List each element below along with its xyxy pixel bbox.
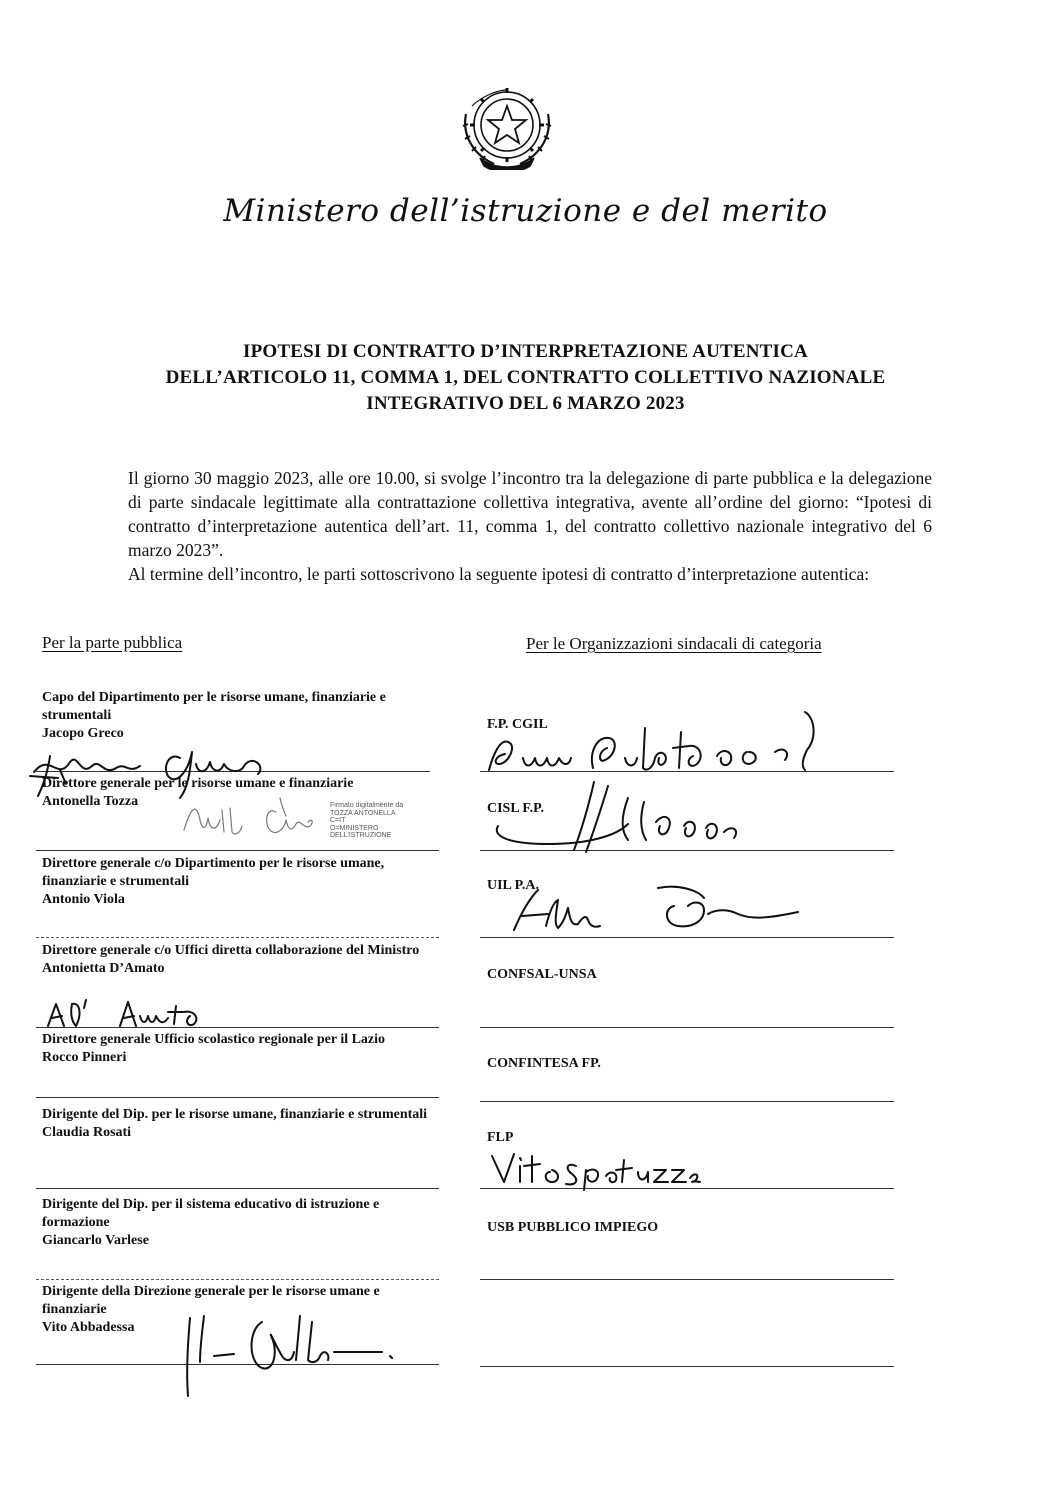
handwritten-signature xyxy=(488,778,748,858)
stamp-line: C=IT xyxy=(330,817,346,824)
signatory-block xyxy=(42,855,442,909)
signatory-role: Direttore generale per le risorse umane e finanziarie xyxy=(42,776,354,791)
handwritten-signature xyxy=(508,880,808,935)
signature-line xyxy=(480,1279,894,1280)
signatory-name: Antonio Viola xyxy=(42,892,125,907)
signatory-role: Dirigente della Direzione generale per le risorse umane e finanziarie xyxy=(42,1284,380,1317)
italian-republic-emblem-icon xyxy=(458,84,556,170)
signatory-role: Dirigente del Dip. per le risorse umane, finanziarie e strumentali xyxy=(42,1107,428,1122)
signature-line xyxy=(480,1027,894,1028)
union-label: CISL F.P. xyxy=(487,801,544,816)
signatory-name: Jacopo Greco xyxy=(42,726,124,741)
handwritten-signature xyxy=(178,1312,408,1400)
handwritten-signature xyxy=(485,708,830,780)
signatory-role: Capo del Dipartimento per le risorse umane, finanziarie e strumentali xyxy=(42,690,386,723)
union-label: F.P. CGIL xyxy=(487,717,548,732)
signature-line xyxy=(36,1279,439,1280)
signatory-block xyxy=(42,1031,442,1067)
signature-line xyxy=(36,937,439,938)
signatory-block xyxy=(42,1196,442,1250)
signatory-role: Dirigente del Dip. per il sistema educativo di istruzione e formazione xyxy=(42,1197,380,1230)
union-label: USB PUBBLICO IMPIEGO xyxy=(487,1220,659,1235)
signatory-name: Rocco Pinneri xyxy=(42,1050,127,1065)
union-label: CONFSAL-UNSA xyxy=(487,967,597,982)
intro-paragraph: Il giorno 30 maggio 2023, alle ore 10.00, si svolge l’incontro tra la delegazione di parte pubblica e la delegazione di parte sindacale legittimate alla contrattazione collettiva integrativa, avente all’ordine del giorno: “Ipotesi di contratto d’interpretazione autentica dell’art. 11, comma 1, del contratto collettivo nazionale integrativo del 6 marzo 2023”. xyxy=(128,468,932,560)
signatory-role: Direttore generale Ufficio scolastico regionale per il Lazio xyxy=(42,1032,386,1047)
document-title-line-3: INTEGRATIVO DEL 6 MARZO 2023 xyxy=(366,393,685,414)
signature-line xyxy=(36,1188,439,1189)
signature-line xyxy=(480,1101,894,1102)
signatory-name: Giancarlo Varlese xyxy=(42,1233,149,1248)
stamp-line: Firmato digitalmente da xyxy=(330,802,404,809)
handwritten-signature xyxy=(44,994,214,1032)
signatory-block xyxy=(42,942,442,978)
handwritten-signature xyxy=(488,1150,703,1190)
signatory-name: Antonietta D’Amato xyxy=(42,961,165,976)
digital-signature-stamp xyxy=(330,802,420,840)
document-title-line-1: IPOTESI DI CONTRATTO D’INTERPRETAZIONE AUTENTICA xyxy=(243,341,808,362)
signatory-name: Antonella Tozza xyxy=(42,794,139,809)
stamp-line: DELL'ISTRUZIONE xyxy=(330,832,392,839)
stamp-line: O=MINISTERO xyxy=(330,824,379,832)
signatory-role: Direttore generale c/o Dipartimento per le risorse umane, finanziarie e strumentali xyxy=(42,856,385,889)
signature-line xyxy=(36,850,439,851)
public-side-heading: Per la parte pubblica xyxy=(42,633,183,652)
signatory-name: Claudia Rosati xyxy=(42,1125,132,1140)
intro-text xyxy=(128,466,932,586)
signature-line xyxy=(480,1366,894,1367)
union-label: CONFINTESA FP. xyxy=(487,1056,601,1071)
union-label: FLP xyxy=(487,1130,514,1145)
document-title-line-2: DELL’ARTICOLO 11, COMMA 1, DEL CONTRATTO COLLETTIVO NAZIONALE xyxy=(165,367,886,388)
stamp-line: TOZZA ANTONELLA xyxy=(330,809,396,817)
signature-line xyxy=(36,1097,439,1098)
handwritten-signature xyxy=(180,790,325,842)
signatory-name: Vito Abbadessa xyxy=(42,1320,135,1335)
intro-paragraph: Al termine dell’incontro, le parti sottoscrivono la seguente ipotesi di contratto d’interpretazione autentica: xyxy=(128,564,870,584)
ministry-name: Ministero dell’istruzione e del merito xyxy=(223,193,828,229)
signatory-role: Direttore generale c/o Uffici diretta collaborazione del Ministro xyxy=(42,943,420,958)
signature-line xyxy=(480,937,894,938)
union-label: UIL P.A. xyxy=(487,878,540,893)
union-side-heading: Per le Organizzazioni sindacali di categoria xyxy=(526,634,822,653)
signatory-block xyxy=(42,1106,442,1142)
